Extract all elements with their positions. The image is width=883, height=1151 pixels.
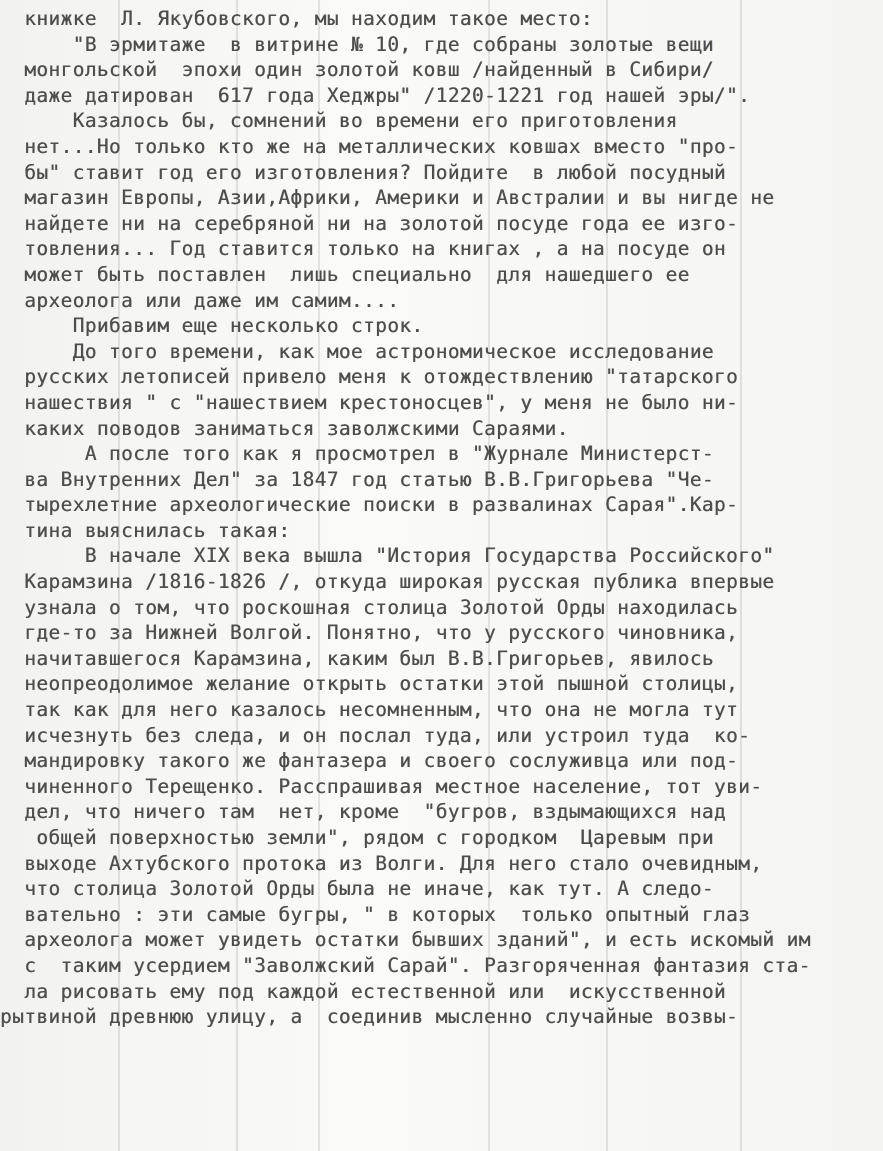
text-line: русских летописей привело меня к отождествлению "татарского <box>0 365 739 389</box>
text-line: археолога может увидеть остатки бывших зданий", и есть искомый им <box>0 928 811 952</box>
text-line: магазин Европы, Азии,Африки, Америки и Австралии и вы нигде не <box>0 186 775 210</box>
text-line: так как для него казалось несомненным, что она не могла тут <box>0 698 739 722</box>
text-line: монгольской эпохи один золотой ковш /найденный в Сибири/ <box>0 58 714 82</box>
text-line: найдете ни на серебряной ни на золотой посуде года ее изго- <box>0 211 739 235</box>
text-line: рытвиной древнюю улицу, а соединив мысленно случайные возвы- <box>0 1005 739 1029</box>
text-line: нет...Но только кто же на металлических ковшах вместо "про- <box>0 134 739 158</box>
text-line: исчезнуть без следа, и он послал туда, или устроил туда ко- <box>0 723 751 747</box>
text-line: тина выяснилась такая: <box>0 518 291 542</box>
text-line: неопреодолимое желание открыть остатки этой пышной столицы, <box>0 672 739 696</box>
text-line: общей поверхностью земли", рядом с городком Царевым при <box>0 826 714 849</box>
text-line: тырехлетние археологические поиски в развалинах Сарая".Кар- <box>0 493 739 517</box>
text-line: может быть поставлен лишь специально для нашедшего ее <box>0 262 690 286</box>
text-line: Прибавим еще несколько строк. <box>0 314 424 338</box>
text-line: каких поводов заниматься заволжскими Сараями. <box>0 416 569 440</box>
text-line: "В эрмитаже в витрине № 10, где собраны золотые вещи <box>0 32 714 56</box>
text-line: дел, что ничего там нет, кроме "бугров, вздымающихся над <box>0 800 727 824</box>
text-line: бы" ставит год его изготовления? Пойдите в любой посудный <box>0 160 727 184</box>
text-line: археолога или даже им самим.... <box>0 288 400 312</box>
text-line: Казалось бы, сомнений во времени его приготовления <box>0 109 678 133</box>
text-line: нашествия " с "нашествием крестоносцев", у меня не было ни- <box>0 390 739 414</box>
text-line: ва Внутренних Дел" за 1847 год статью В.В.Григорьева "Че- <box>0 467 714 491</box>
text-line: узнала о том, что роскошная столица Золотой Орды находилась <box>0 595 739 619</box>
text-line: В начале XIX века вышла "История Государства Российского" <box>0 544 775 568</box>
text-line: книжке Л. Якубовского, мы находим такое место: <box>0 7 593 30</box>
text-line: даже датирован 617 года Хеджры" /1220-1221 год нашей эры/". <box>0 83 751 107</box>
text-line: чиненного Терещенко. Расспрашивая местное население, тот уви- <box>0 774 763 798</box>
text-line: где-то за Нижней Волгой. Понятно, что у русского чиновника, <box>0 621 739 645</box>
typewritten-text <box>0 6 883 1030</box>
text-line: мандировку такого же фантазера и своего сослуживца или под- <box>0 749 739 773</box>
text-line: До того времени, как мое астрономическое исследование <box>0 339 714 363</box>
text-line: ла рисовать ему под каждой естественной или искусственной <box>0 979 727 1003</box>
text-line: выходе Ахтубского протока из Волги. Для него стало очевидным, <box>0 851 763 875</box>
text-line: А после того как я просмотрел в "Журнале Министерст- <box>0 442 714 466</box>
text-line: Карамзина /1816-1826 /, откуда широкая русская публика впервые <box>0 570 775 594</box>
text-line: товления... Год ставится только на книгах , а на посуде он <box>0 237 727 261</box>
text-line: начитавшегося Карамзина, каким был В.В.Григорьев, явилось <box>0 646 714 670</box>
text-line: что столица Золотой Орды была не иначе, как тут. А следо- <box>0 877 714 901</box>
text-line: вательно : эти самые бугры, " в которых только опытный глаз <box>0 902 751 926</box>
text-line: с таким усердием "Заволжский Сарай". Разгоряченная фантазия ста- <box>0 953 811 977</box>
